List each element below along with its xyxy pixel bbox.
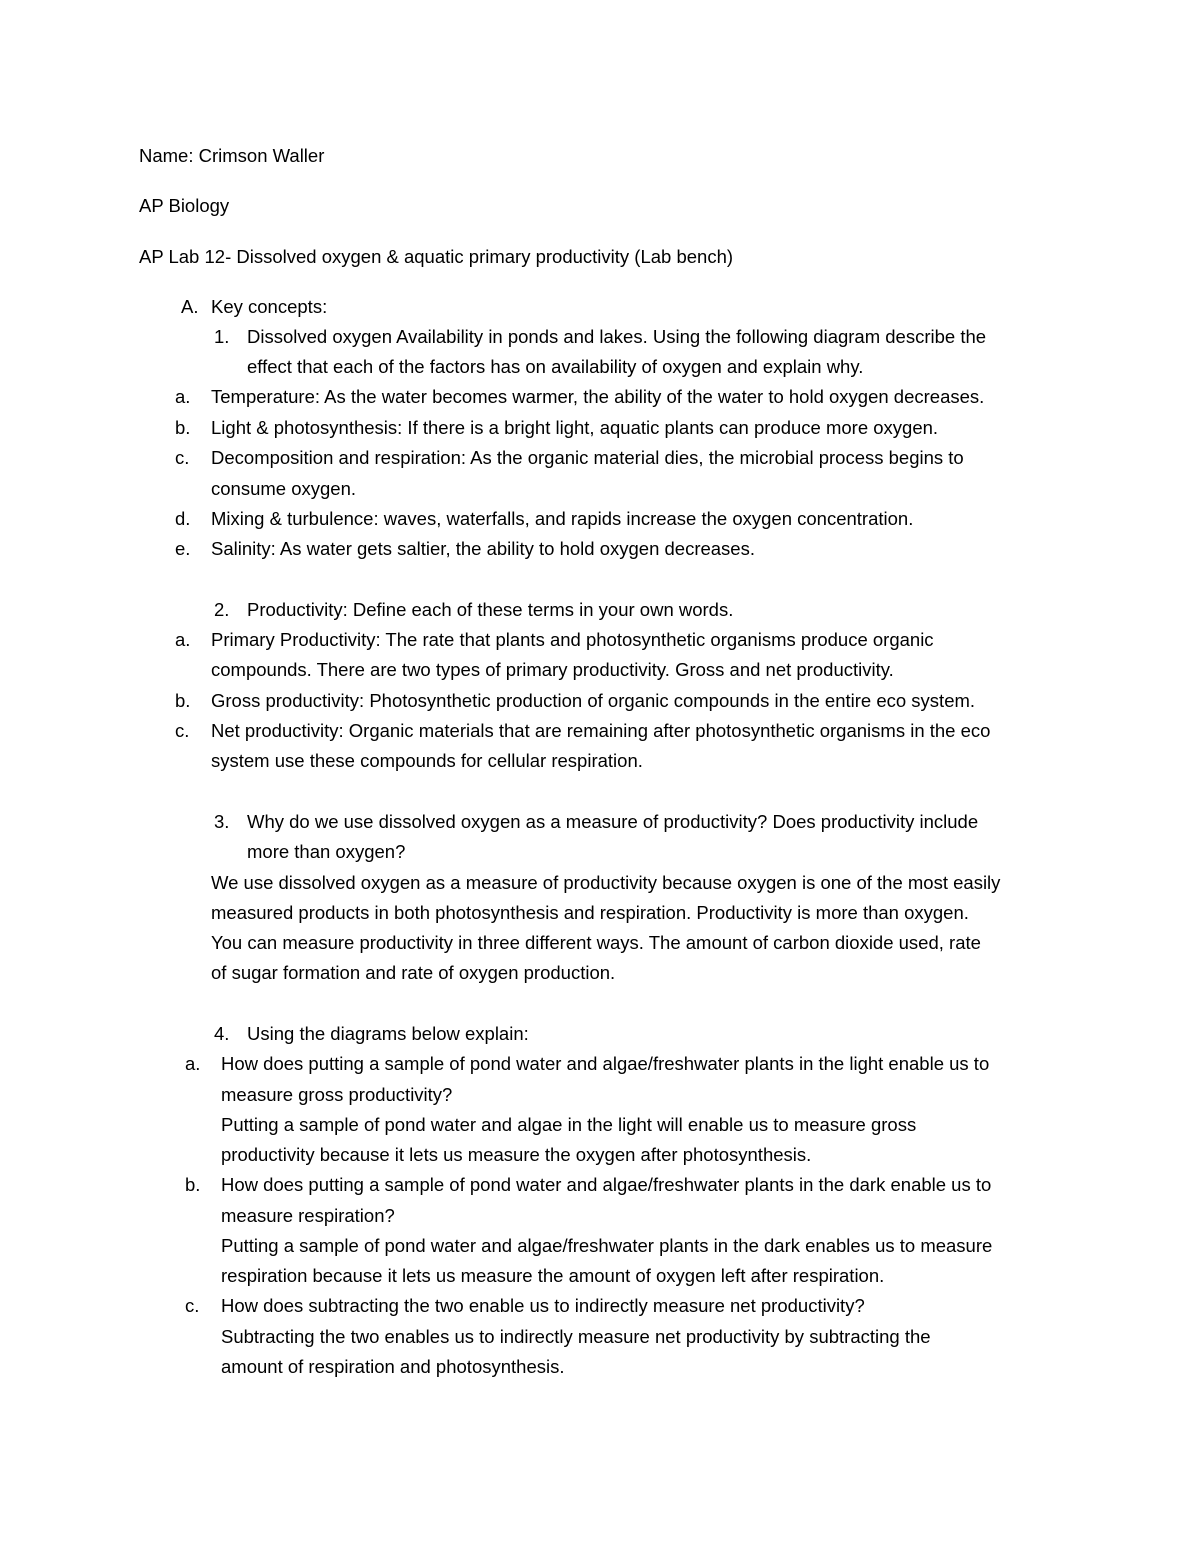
q4-part-c-marker: c. [185, 1295, 200, 1316]
q1-prompt-line1: Dissolved oxygen Availability in ponds and lakes. Using the following diagram describe the [247, 326, 987, 347]
q2-answer-c-marker: c. [175, 720, 190, 741]
q1-answer-b: Light & photosynthesis: If there is a bright light, aquatic plants can produce more oxygen. [211, 417, 939, 438]
q4-part-c-question-line1: How does subtracting the two enable us to indirectly measure net productivity? [221, 1295, 865, 1316]
q1-answer-a-marker: a. [175, 386, 191, 407]
q4-part-b-answer-line1: Putting a sample of pond water and algae/freshwater plants in the dark enables us to measure [221, 1235, 993, 1256]
q1-number: 1. [214, 326, 230, 347]
q1-answer-c-line1: Decomposition and respiration: As the organic material dies, the microbial process begins to [211, 447, 964, 468]
section-a-heading: Key concepts: [211, 296, 328, 317]
q1-answer-a: Temperature: As the water becomes warmer, the ability of the water to hold oxygen decreases. [211, 386, 985, 407]
q2-answer-c-line1: Net productivity: Organic materials that are remaining after photosynthetic organisms in the eco [211, 720, 991, 741]
q2-answer-b-marker: b. [175, 690, 191, 711]
q1-answer-d: Mixing & turbulence: waves, waterfalls, and rapids increase the oxygen concentration. [211, 508, 914, 529]
q3-number: 3. [214, 811, 230, 832]
q4-part-c-answer-line2: amount of respiration and photosynthesis. [221, 1356, 565, 1377]
q1-answer-e: Salinity: As water gets saltier, the ability to hold oxygen decreases. [211, 538, 755, 559]
q4-part-a-marker: a. [185, 1053, 201, 1074]
q4-number: 4. [214, 1023, 230, 1044]
q2-answer-a-line1: Primary Productivity: The rate that plants and photosynthetic organisms produce organic [211, 629, 934, 650]
q1-answer-c-line2: consume oxygen. [211, 478, 357, 499]
q4-part-b-question-line2: measure respiration? [221, 1205, 395, 1226]
q1-answer-c-marker: c. [175, 447, 190, 468]
q4-part-a-answer-line2: productivity because it lets us measure the oxygen after photosynthesis. [221, 1144, 812, 1165]
q3-answer-line1: We use dissolved oxygen as a measure of productivity because oxygen is one of the most easily [211, 872, 1001, 893]
q3-prompt-line1: Why do we use dissolved oxygen as a measure of productivity? Does productivity include [247, 811, 979, 832]
lab-title: AP Lab 12- Dissolved oxygen & aquatic primary productivity (Lab bench) [139, 246, 734, 267]
q4-part-b-question-line1: How does putting a sample of pond water and algae/freshwater plants in the dark enable us to [221, 1174, 992, 1195]
q4-prompt: Using the diagrams below explain: [247, 1023, 529, 1044]
q1-answer-d-marker: d. [175, 508, 191, 529]
section-a-marker: A. [181, 296, 199, 317]
q2-prompt: Productivity: Define each of these terms in your own words. [247, 599, 734, 620]
q4-part-b-marker: b. [185, 1174, 201, 1195]
q3-answer-line2: measured products in both photosynthesis and respiration. Productivity is more than oxygen. [211, 902, 969, 923]
q4-part-a-question-line1: How does putting a sample of pond water and algae/freshwater plants in the light enable us to [221, 1053, 990, 1074]
q1-answer-e-marker: e. [175, 538, 191, 559]
q3-answer-line4: of sugar formation and rate of oxygen production. [211, 962, 616, 983]
q2-answer-b: Gross productivity: Photosynthetic production of organic compounds in the entire eco system. [211, 690, 976, 711]
q3-prompt-line2: more than oxygen? [247, 841, 406, 862]
course-name: AP Biology [139, 195, 230, 216]
q2-answer-a-line2: compounds. There are two types of primary productivity. Gross and net productivity. [211, 659, 894, 680]
q4-part-c-answer-line1: Subtracting the two enables us to indirectly measure net productivity by subtracting the [221, 1326, 931, 1347]
student-name: Name: Crimson Waller [139, 145, 325, 166]
q4-part-a-question-line2: measure gross productivity? [221, 1084, 453, 1105]
q4-part-b-answer-line2: respiration because it lets us measure the amount of oxygen left after respiration. [221, 1265, 885, 1286]
q3-answer-line3: You can measure productivity in three different ways. The amount of carbon dioxide used, rate [211, 932, 981, 953]
q4-part-a-answer-line1: Putting a sample of pond water and algae in the light will enable us to measure gross [221, 1114, 917, 1135]
q2-number: 2. [214, 599, 230, 620]
q2-answer-c-line2: system use these compounds for cellular respiration. [211, 750, 643, 771]
q1-answer-b-marker: b. [175, 417, 191, 438]
q1-prompt-line2: effect that each of the factors has on availability of oxygen and explain why. [247, 356, 864, 377]
q2-answer-a-marker: a. [175, 629, 191, 650]
